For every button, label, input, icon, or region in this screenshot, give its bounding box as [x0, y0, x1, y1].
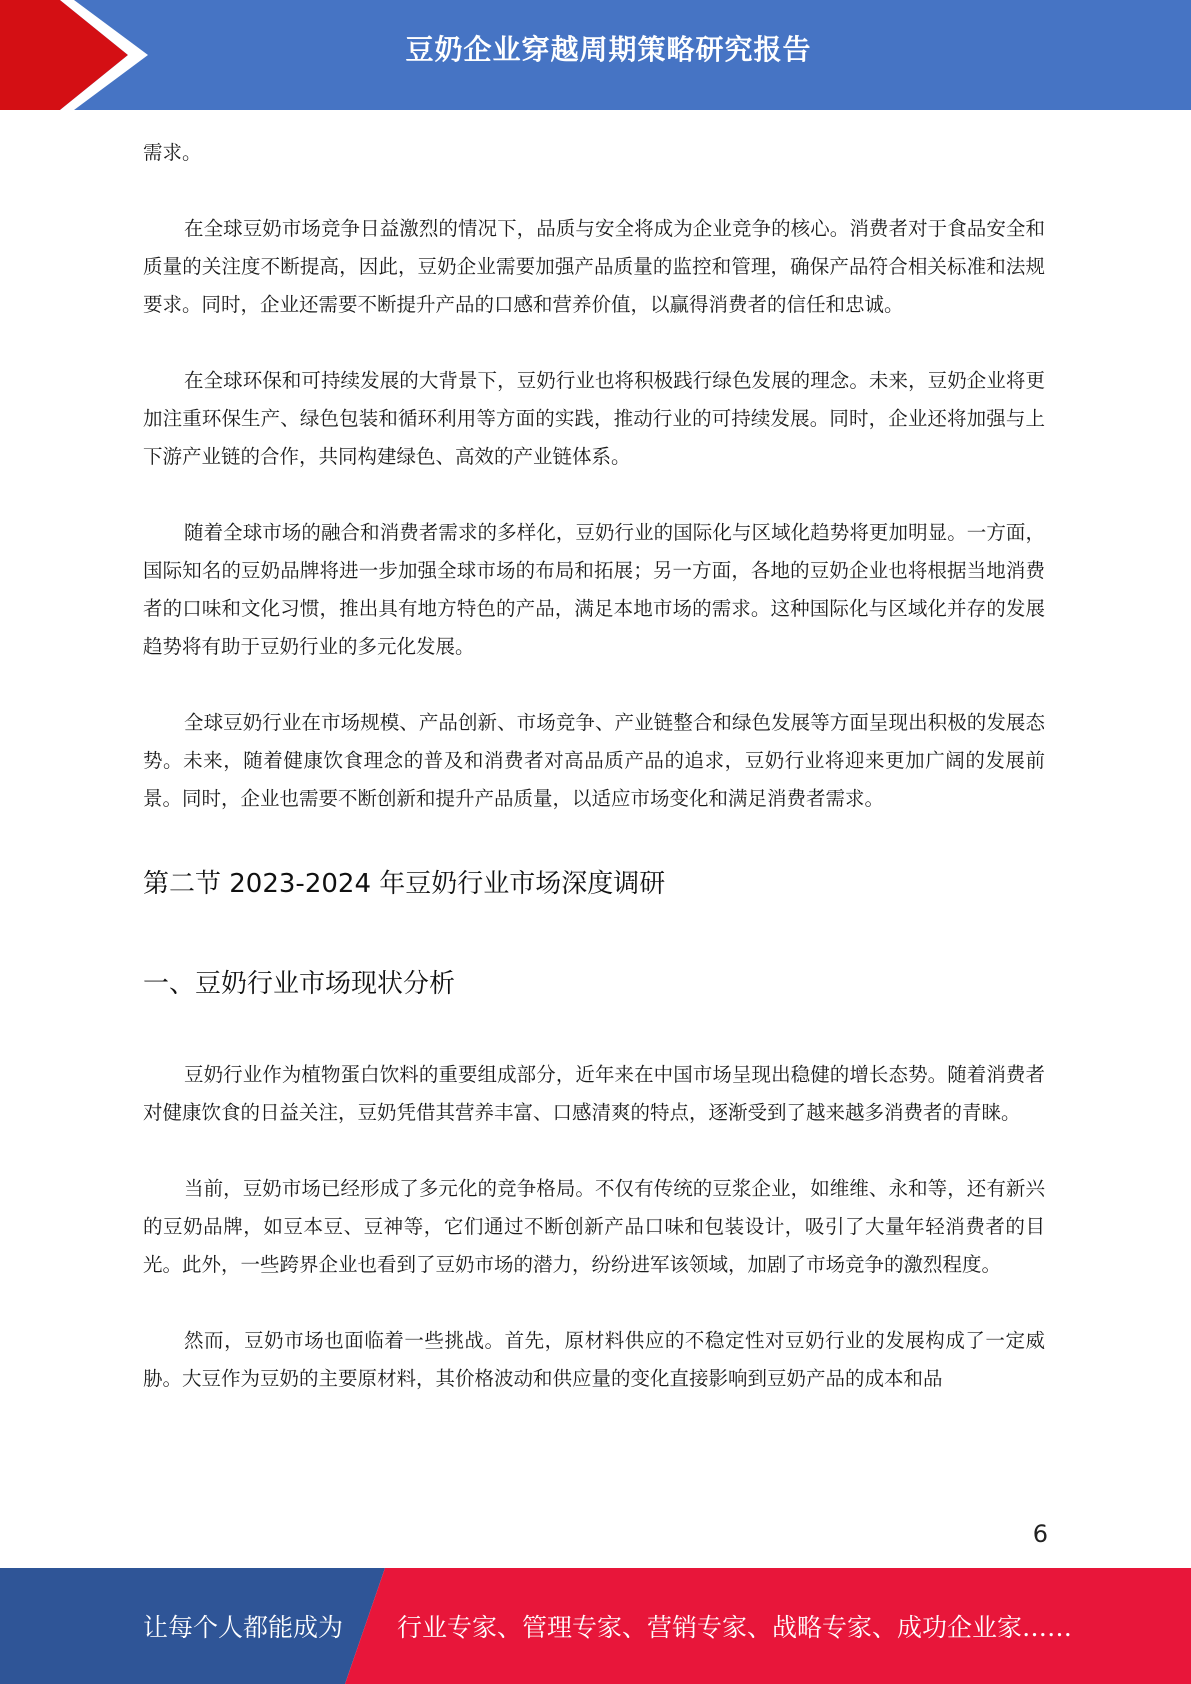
- footer-slogan-left: 让每个人都能成为: [143, 1613, 344, 1642]
- report-title: 豆奶企业穿越周期策略研究报告: [405, 33, 812, 66]
- footer-slogan-right: 行业专家、管理专家、营销专家、战略专家、成功企业家……: [397, 1613, 1073, 1642]
- page-content: [143, 134, 1045, 1398]
- paragraph: 然而，豆奶市场也面临着一些挑战。首先，原材料供应的不稳定性对豆奶行业的发展构成了一定威胁。大豆作为豆奶的主要原材料，其价格波动和供应量的变化直接影响到豆奶产品的成本和品: [143, 1329, 1045, 1390]
- section-heading: 第二节 2023-2024 年豆奶行业市场深度调研: [143, 869, 666, 899]
- paragraph: 全球豆奶行业在市场规模、产品创新、市场竞争、产业链整合和绿色发展等方面呈现出积极的发展态势。未来，随着健康饮食理念的普及和消费者对高品质产品的追求，豆奶行业将迎来更加广阔的发展前景。同时，企业也需要不断创新和提升产品质量，以适应市场变化和满足消费者需求。: [143, 711, 1045, 810]
- paragraph: 需求。: [143, 141, 202, 164]
- footer-banner: [0, 1568, 1191, 1684]
- paragraph: 当前，豆奶市场已经形成了多元化的竞争格局。不仅有传统的豆浆企业，如维维、永和等，还有新兴的豆奶品牌，如豆本豆、豆神等，它们通过不断创新产品口味和包装设计，吸引了大量年轻消费者的目光。此外，一些跨界企业也看到了豆奶市场的潜力，纷纷进军该领域，加剧了市场竞争的激烈程度。: [143, 1177, 1045, 1276]
- page-number: 6: [1032, 1520, 1048, 1548]
- subsection-heading: 一、豆奶行业市场现状分析: [143, 969, 456, 999]
- paragraph: 在全球环保和可持续发展的大背景下，豆奶行业也将积极践行绿色发展的理念。未来，豆奶企业将更加注重环保生产、绿色包装和循环利用等方面的实践，推动行业的可持续发展。同时，企业还将加强与上下游产业链的合作，共同构建绿色、高效的产业链体系。: [143, 369, 1045, 468]
- paragraph: 在全球豆奶市场竞争日益激烈的情况下，品质与安全将成为企业竞争的核心。消费者对于食品安全和质量的关注度不断提高，因此，豆奶企业需要加强产品质量的监控和管理，确保产品符合相关标准和法规要求。同时，企业还需要不断提升产品的口感和营养价值，以赢得消费者的信任和忠诚。: [143, 217, 1045, 316]
- header-banner: [0, 0, 1191, 110]
- paragraph: 随着全球市场的融合和消费者需求的多样化，豆奶行业的国际化与区域化趋势将更加明显。一方面，国际知名的豆奶品牌将进一步加强全球市场的布局和拓展；另一方面，各地的豆奶企业也将根据当地消费者的口味和文化习惯，推出具有地方特色的产品，满足本地市场的需求。这种国际化与区域化并存的发展趋势将有助于豆奶行业的多元化发展。: [143, 521, 1045, 658]
- paragraph: 豆奶行业作为植物蛋白饮料的重要组成部分，近年来在中国市场呈现出稳健的增长态势。随着消费者对健康饮食的日益关注，豆奶凭借其营养丰富、口感清爽的特点，逐渐受到了越来越多消费者的青睐。: [143, 1063, 1045, 1124]
